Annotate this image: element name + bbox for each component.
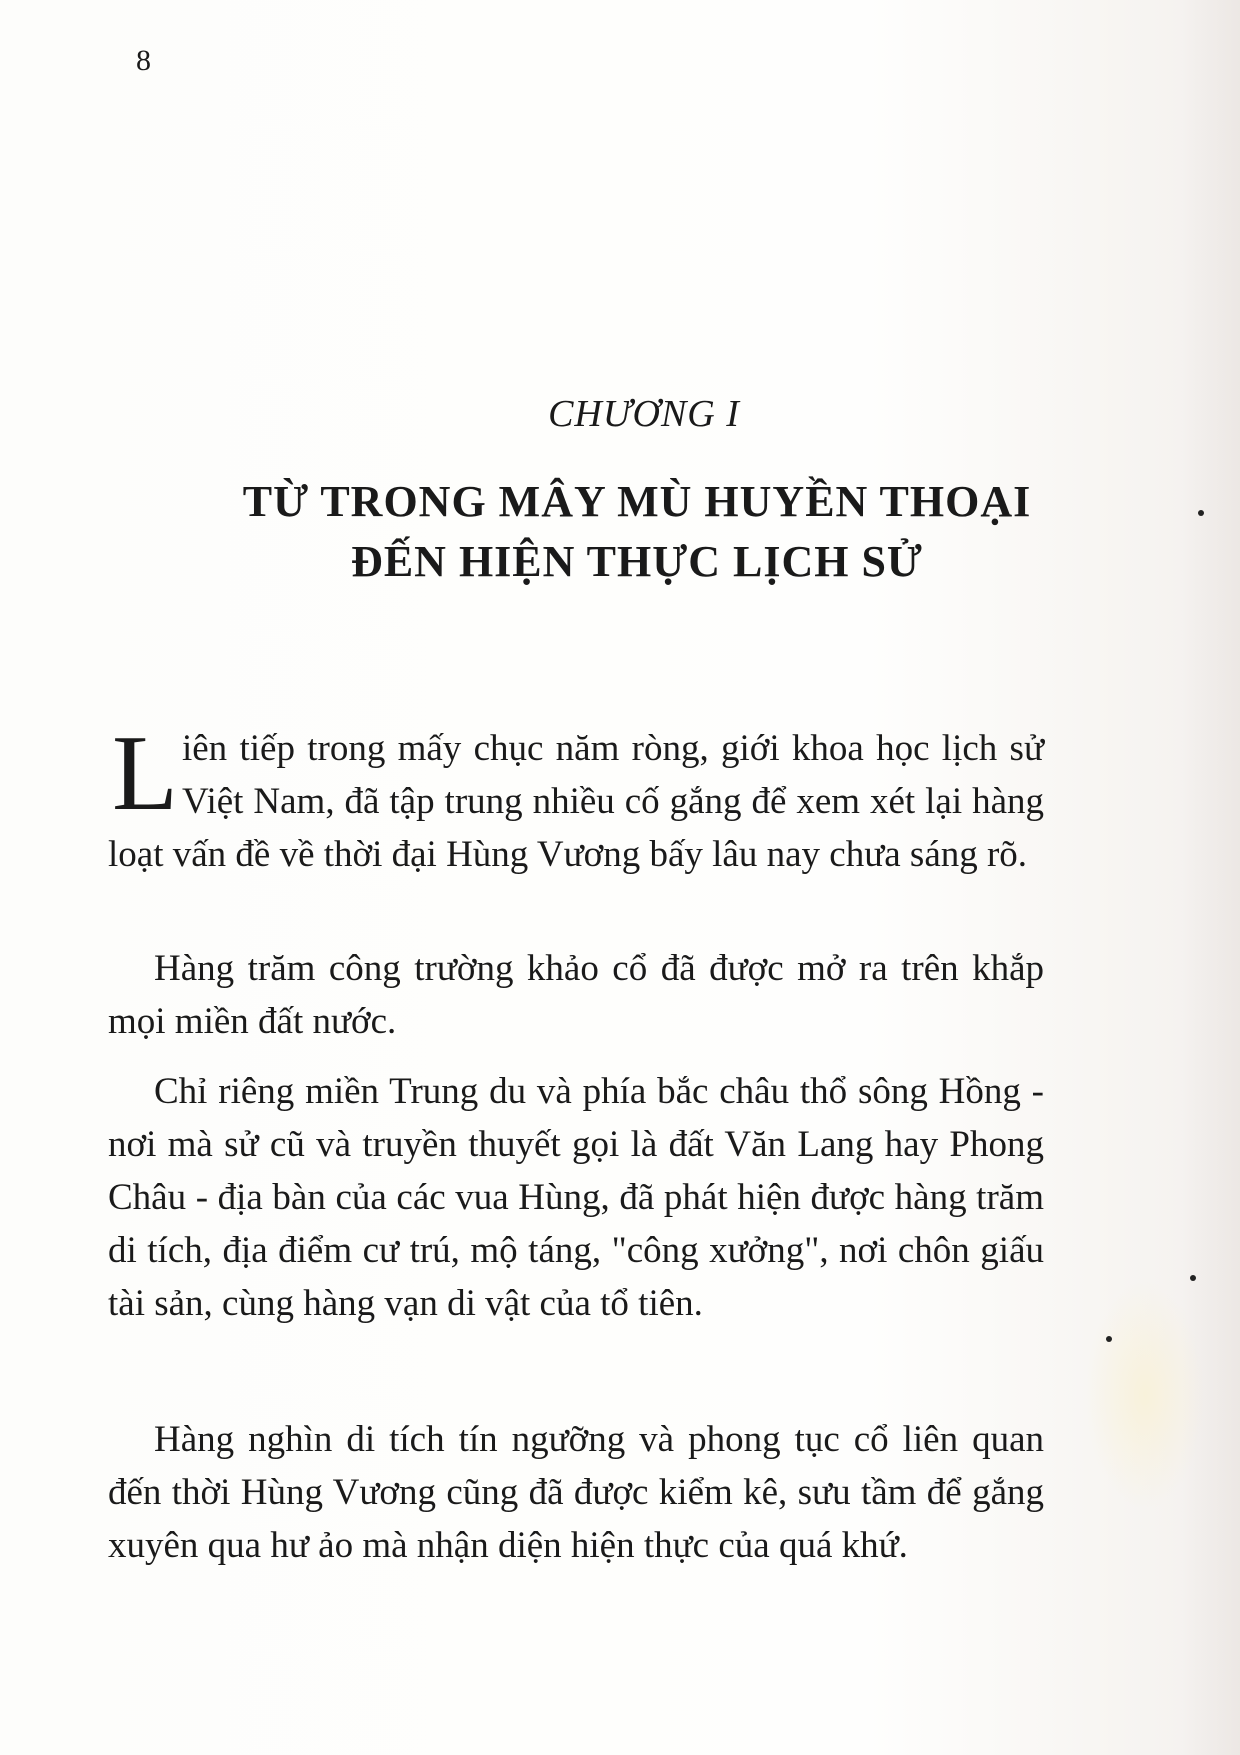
drop-cap: L [112,714,178,833]
paragraph-3: Chỉ riêng miền Trung du và phía bắc châu thổ sông Hồng - nơi mà sử cũ và truyền thuyết gọi là đất Văn Lang hay Phong Châu - địa bàn của các vua Hùng, đã phát hiện được hàng trăm di tích, địa điểm cư trú, mộ táng, "công xưởng", nơi chôn giấu tài sản, cùng hàng vạn di vật của tổ tiên. [108,1071,1044,1324]
paragraph-1 [108,714,1044,881]
scan-speck [1106,1336,1112,1342]
chapter-label: CHƯƠNG I [548,393,740,435]
paragraph-4: Hàng nghìn di tích tín ngưỡng và phong tục cổ liên quan đến thời Hùng Vương cũng đã được kiểm kê, sưu tầm để gắng xuyên qua hư ảo mà nhận diện hiện thực của quá khứ. [108,1419,1044,1566]
scan-speck [1190,1275,1196,1281]
paragraph-1-text: iên tiếp trong mấy chục năm ròng, giới khoa học lịch sử Việt Nam, đã tập trung nhiều cố gắng để xem xét lại hàng loạt vấn đề về thời đại Hùng Vương bấy lâu nay chưa sáng rõ. [108,728,1044,875]
scan-speck [1198,510,1204,516]
paper-stain [1085,1280,1205,1510]
chapter-title-line-2: ĐẾN HIỆN THỰC LỊCH SỬ [351,537,923,586]
paragraph-2: Hàng trăm công trường khảo cổ đã được mở ra trên khắp mọi miền đất nước. [108,948,1044,1042]
chapter-title-line-1: TỪ TRONG MÂY MÙ HUYỀN THOẠI [242,477,1032,526]
page-number: 8 [136,44,152,77]
